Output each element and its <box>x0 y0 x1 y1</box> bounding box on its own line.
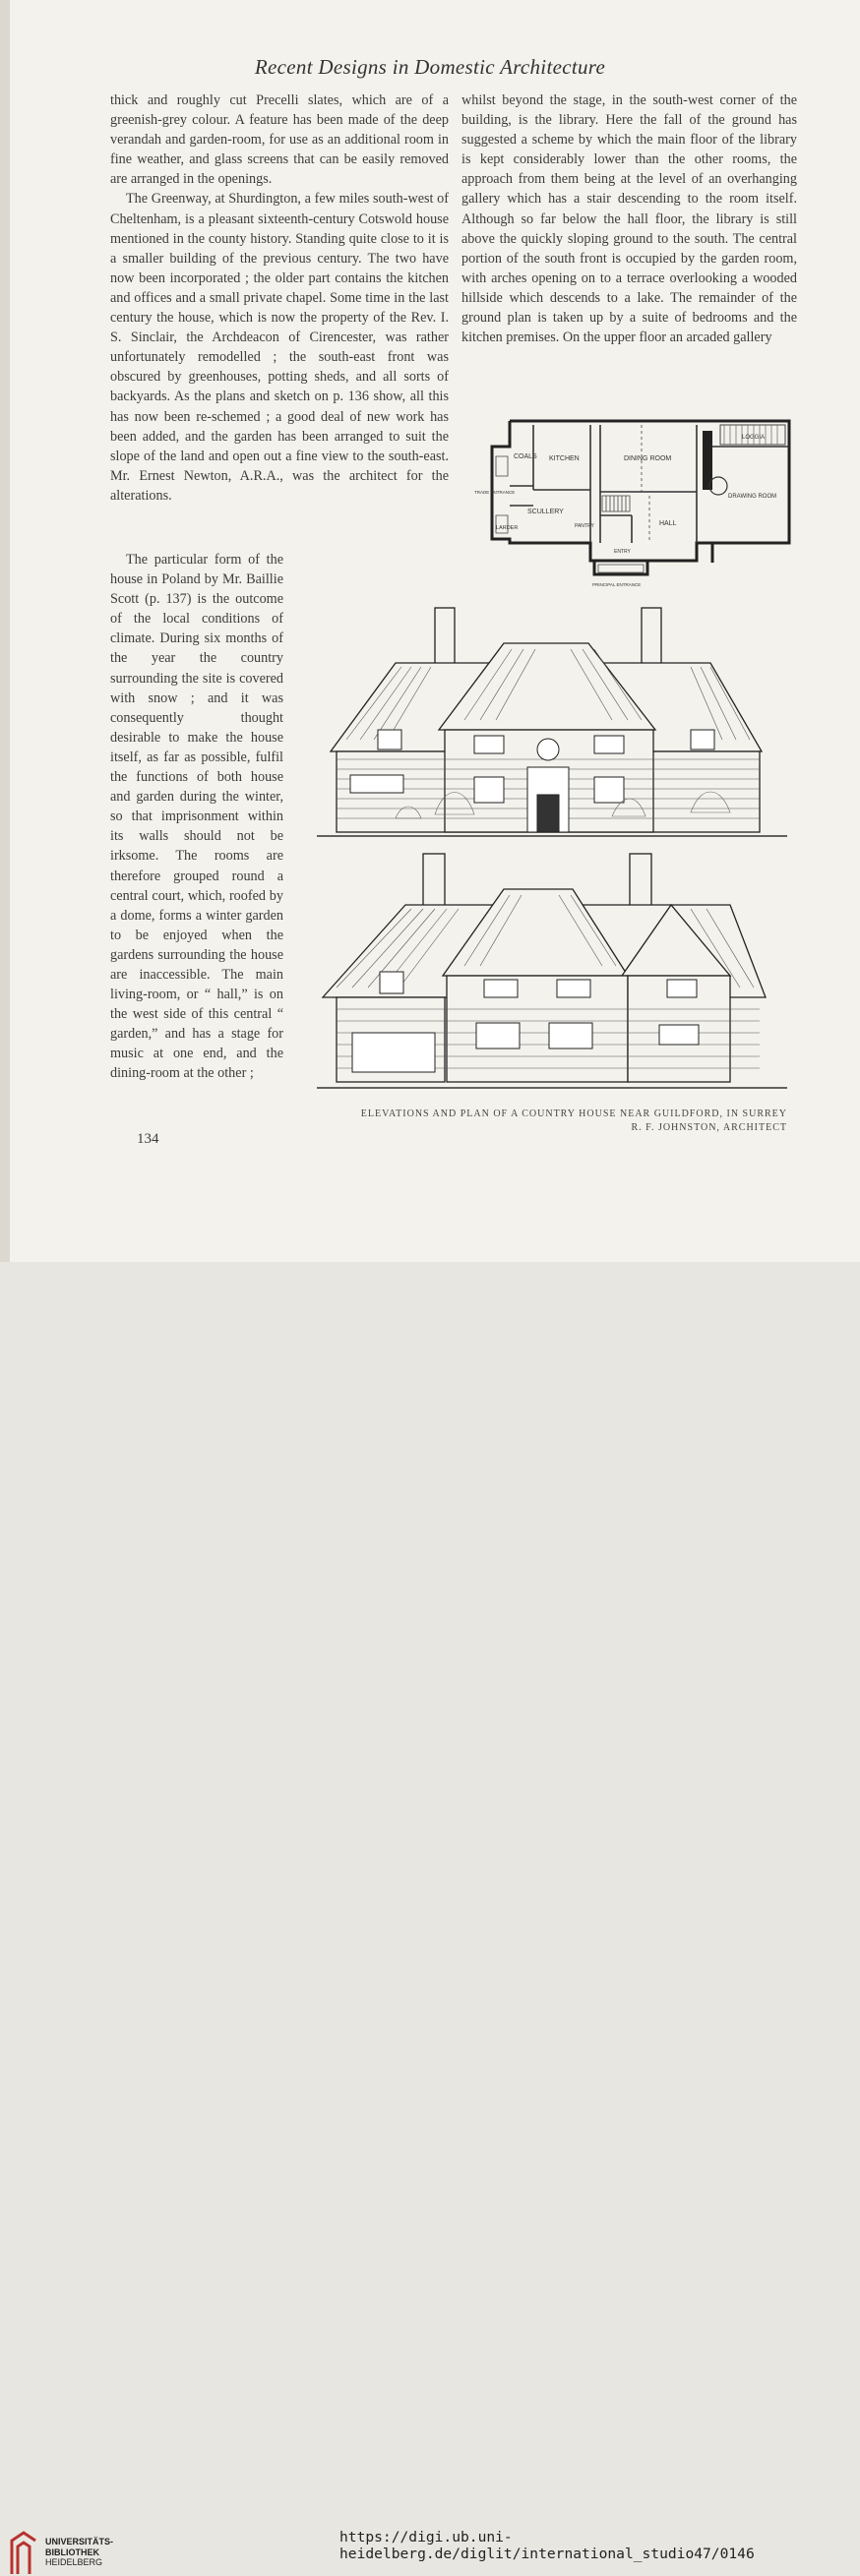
plan-label-entry: ENTRY <box>614 549 631 555</box>
running-title: Recent Designs in Domestic Architecture <box>254 55 606 79</box>
text-column-left <box>110 90 449 506</box>
footer-bar <box>0 1262 860 2567</box>
floor-plan-drawing <box>474 417 797 590</box>
plan-label-pantry: PANTRY <box>575 523 594 529</box>
page-number: 134 <box>137 1131 159 1147</box>
text-column-left-narrow <box>110 550 283 1084</box>
side-elevation-drawing <box>317 850 787 1094</box>
page-binding-edge <box>0 0 10 1262</box>
plan-label-trade-entrance: TRADE ENTRANCE <box>474 490 516 495</box>
plan-label-principal-entrance: PRINCIPAL ENTRANCE <box>592 582 642 587</box>
plan-label-dining: DINING ROOM <box>624 455 672 462</box>
caption-line-1: ELEVATIONS AND PLAN OF A COUNTRY HOUSE NEAR GUILDFORD, IN SURREY <box>360 1108 787 1119</box>
figure-caption <box>317 1108 787 1135</box>
paragraph: The Greenway, at Shurdington, a few miles south-west of Cheltenham, is a pleasant sixteenth-century Cotswold house mentioned in the county history. Standing quite close to it is a smaller building of the previous century. The two have now been incorporated ; the older part contains the kitchen and offices and a small private chapel. Some time in the last century the house, which is now the property of the Rev. I. S. Sinclair, the Archdeacon of Cirencester, was rather unfortunately remodelled ; the south-east front was obscured by greenhouses, potting sheds, and all sorts of backyards. As the plans and sketch on p. 136 show, all this has now been re-schemed ; a good deal of new work has been added, and the garden has been arranged to suit the slope of the land and open out a fine view to the south-east. Mr. Ernest Newton, A.R.A., was the architect for the alterations. <box>110 191 449 504</box>
permalink-url[interactable]: https://digi.ub.uni-heidelberg.de/diglit/international_studio47/0146 <box>339 2529 755 2562</box>
library-name: UNIVERSITÄTS- BIBLIOTHEK HEIDELBERG <box>45 2537 114 2567</box>
plan-label-kitchen: KITCHEN <box>549 455 580 462</box>
plan-label-coals: COALS <box>514 453 537 460</box>
plan-label-larder: LARDER <box>496 525 519 531</box>
scanned-page <box>0 0 860 1262</box>
caption-line-2: R. F. JOHNSTON, ARCHITECT <box>631 1122 787 1133</box>
paragraph: whilst beyond the stage, in the south-west corner of the building, is the library. Here the fall of the ground has suggested a scheme by which the main floor of the library is kept considerably lower than the other rooms, the approach from them being at the level of an overhanging gallery which has a stair descending to the room itself. Although so far below the hall floor, the library is still above the quickly sloping ground to the south. The central portion of the south front is occupied by the garden room, with arches opening on to a terrace overlooking a wooded hillside which descends to a lake. The remainder of the ground plan is taken up by a suite of bedrooms and the kitchen premises. On the upper floor an arcaded gallery <box>461 92 797 346</box>
text-column-right <box>461 90 797 347</box>
paragraph: thick and roughly cut Precelli slates, which are of a greenish-grey colour. A feature has been made of the deep verandah and garden-room, for use as an additional room in fine weather, and glass screens that can be easily removed are arranged in the openings. <box>110 92 449 188</box>
plan-label-hall: HALL <box>659 520 677 527</box>
plan-label-loggia: LOGGIA <box>742 435 766 441</box>
front-elevation-drawing <box>317 602 787 840</box>
paragraph: The particular form of the house in Poland by Mr. Baillie Scott (p. 137) is the outcome of the local conditions of climate. During six months of the year the country surrounding the site is covered with snow ; and it was consequently thought desirable to make the house itself, as far as possible, fulfil the functions of both house and garden during the winter, so that imprisonment within its walls should not be irksome. The rooms are therefore grouped round a central court, which, roofed by a dome, forms a winter garden to be enjoyed when the gardens surrounding the house are inaccessible. The main living-room, or “ hall,” is on the west side of this central “ garden,” and has a stage for music at one end, and the dining-room at the other ; <box>110 552 283 1082</box>
plan-label-scullery: SCULLERY <box>527 509 564 515</box>
plan-label-drawing: DRAWING ROOM <box>728 494 777 500</box>
library-logo-icon[interactable] <box>8 2531 39 2576</box>
